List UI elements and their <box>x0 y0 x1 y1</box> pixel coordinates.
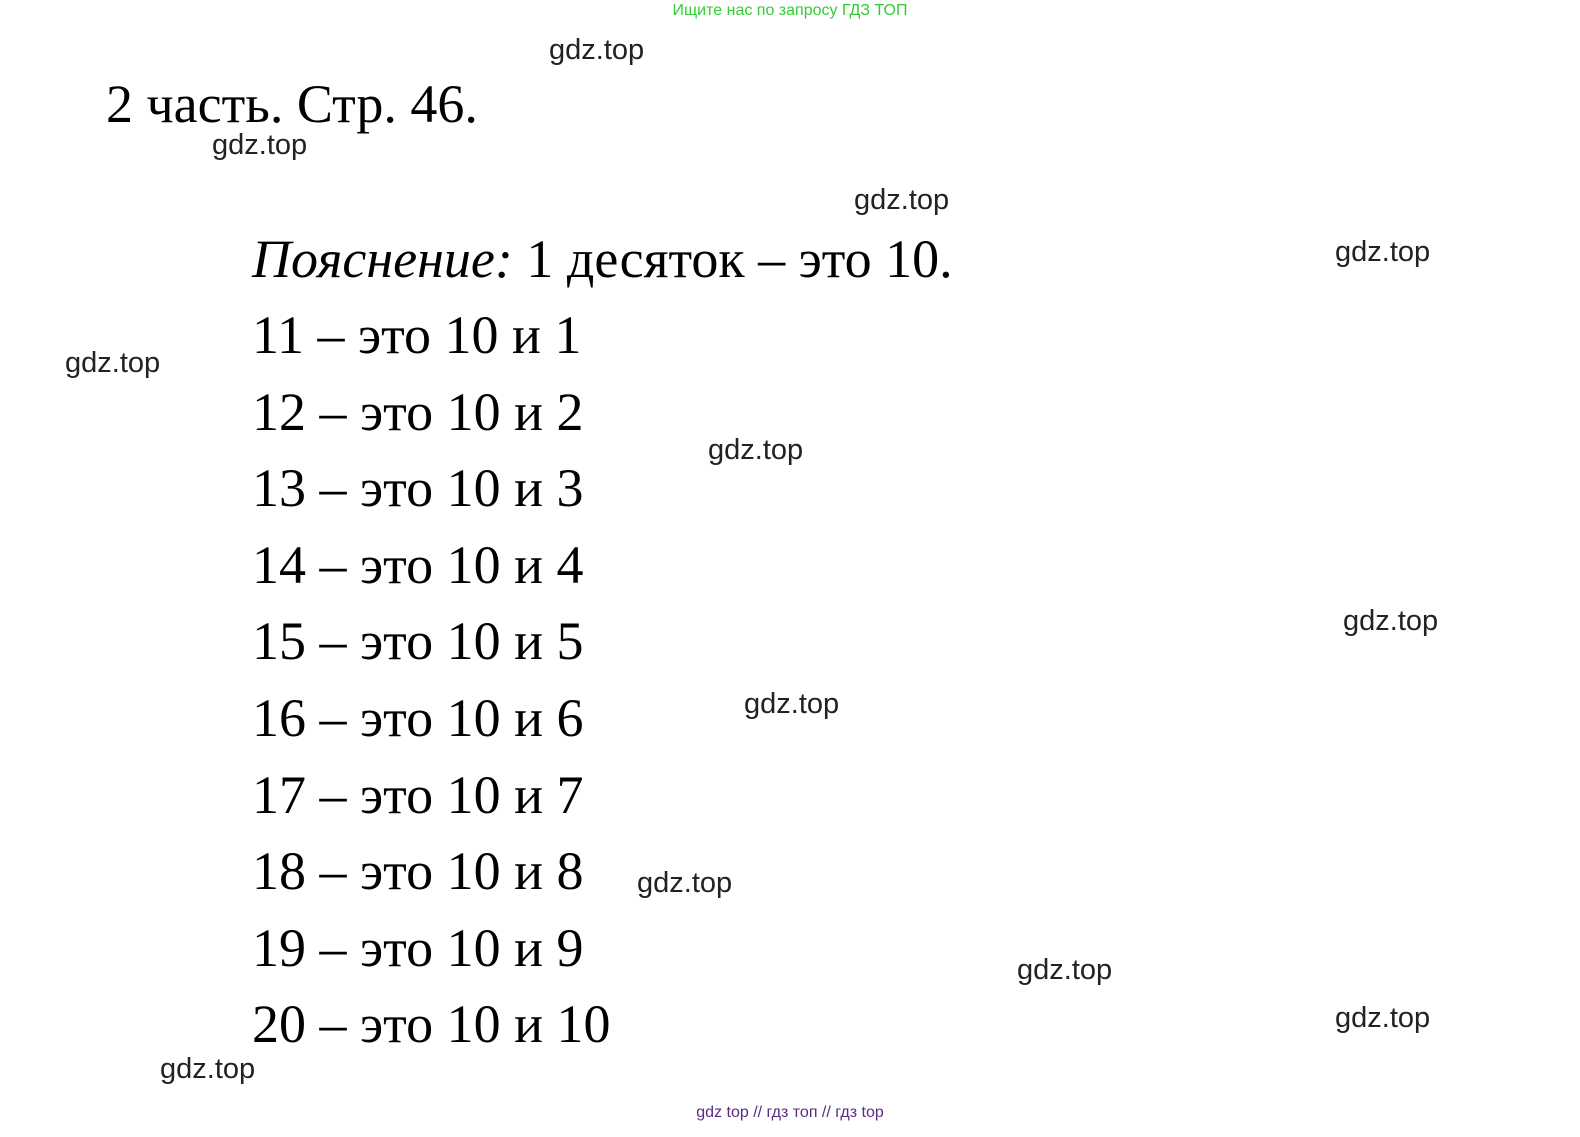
top-banner: Ищите нас по запросу ГДЗ ТОП <box>672 2 908 19</box>
watermark: gdz.top <box>1343 605 1439 637</box>
watermark: gdz.top <box>708 434 804 466</box>
list-item: 14 – это 10 и 4 <box>252 534 584 595</box>
watermark: gdz.top <box>212 129 308 161</box>
list-item: 11 – это 10 и 1 <box>252 305 582 365</box>
list-item: 20 – это 10 и 10 <box>252 994 611 1055</box>
watermark: gdz.top <box>637 867 733 899</box>
list-item: 12 – это 10 и 2 <box>252 381 584 442</box>
list-item: 16 – это 10 и 6 <box>252 687 584 748</box>
watermark: gdz.top <box>160 1053 256 1085</box>
list-item: 15 – это 10 и 5 <box>252 611 584 672</box>
watermark: gdz.top <box>1017 954 1113 986</box>
list-item: 18 – это 10 и 8 <box>252 841 584 902</box>
page-heading: 2 часть. Стр. 46. <box>106 74 478 134</box>
list-item: 17 – это 10 и 7 <box>252 764 584 825</box>
watermark: gdz.top <box>549 34 645 66</box>
watermark: gdz.top <box>1335 1002 1431 1034</box>
watermark: gdz.top <box>1335 236 1431 268</box>
list-item: 13 – это 10 и 3 <box>252 458 584 519</box>
footer-caption: gdz top // гдз топ // гдз top <box>696 1104 884 1121</box>
decomposition-list <box>252 300 610 1066</box>
list-item: 19 – это 10 и 9 <box>252 917 584 978</box>
watermark: gdz.top <box>744 688 840 720</box>
watermark: gdz.top <box>65 347 161 379</box>
watermark: gdz.top <box>854 184 950 216</box>
explanation-text: 1 десяток – это 10. <box>512 229 953 289</box>
explanation-label: Пояснение: <box>252 229 513 289</box>
explanation-line <box>252 224 953 294</box>
